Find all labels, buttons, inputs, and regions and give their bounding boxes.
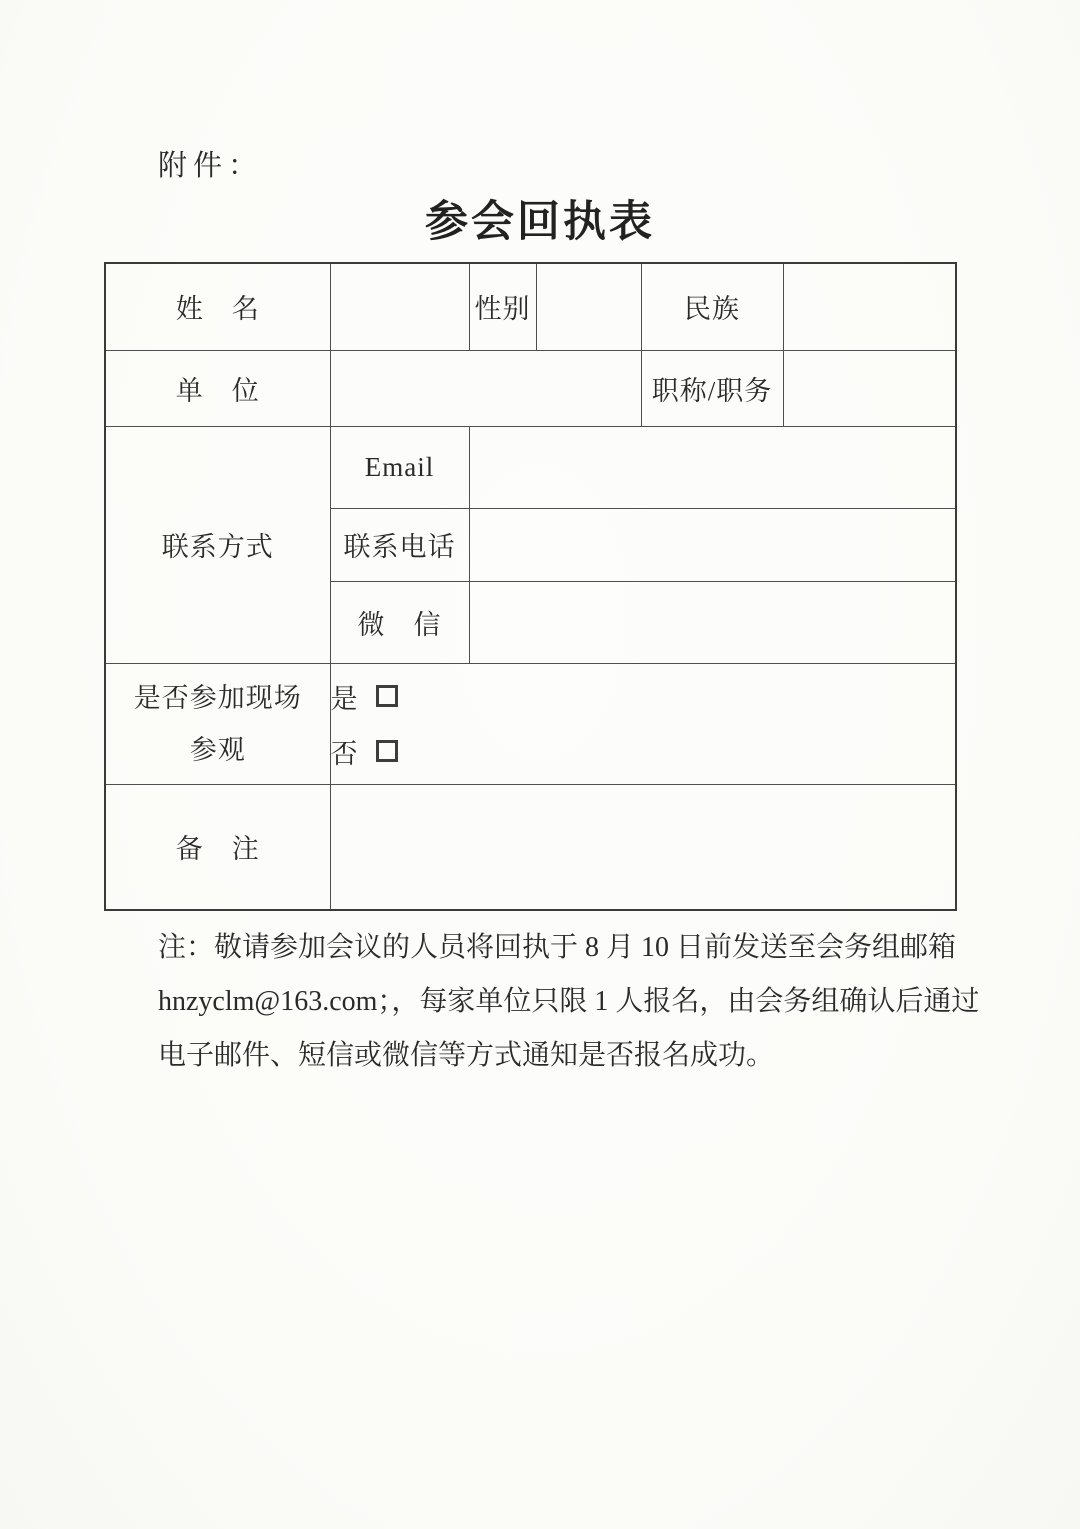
site-visit-label-line1: 是否参加现场 — [133, 682, 302, 713]
contact-label: 联系方式 — [105, 426, 330, 663]
footnote — [158, 921, 980, 1083]
remarks-label: 备 注 — [105, 784, 330, 910]
page-title: 参会回执表 — [425, 199, 655, 246]
phone-label: 联系电话 — [330, 508, 469, 581]
row-remarks — [105, 784, 956, 910]
name-value-cell — [330, 263, 469, 350]
email-label: Email — [330, 426, 469, 508]
remarks-value-cell — [330, 784, 956, 910]
gender-value-cell — [536, 263, 641, 350]
yes-checkbox — [376, 685, 398, 707]
site-visit-options-cell — [330, 663, 956, 784]
row-email — [105, 426, 956, 508]
row-organization — [105, 350, 956, 426]
no-label: 否 — [330, 738, 358, 769]
site-visit-label-line2: 参观 — [189, 734, 246, 765]
position-value-cell — [783, 350, 956, 426]
ethnicity-label: 民族 — [641, 263, 783, 350]
site-visit-option-yes — [331, 669, 956, 724]
wechat-value-cell — [469, 581, 956, 663]
footnote-line-1: 注：敬请参加会议的人员将回执于 8 月 10 日前发送至会务组邮箱 — [158, 932, 957, 963]
no-checkbox — [376, 740, 398, 762]
site-visit-option-no — [331, 724, 956, 779]
organization-value-cell — [330, 350, 641, 426]
gender-label: 性别 — [469, 263, 536, 350]
email-value-cell — [469, 426, 956, 508]
organization-label: 单 位 — [105, 350, 330, 426]
site-visit-label — [105, 663, 330, 784]
reply-form-table — [104, 262, 957, 911]
wechat-label: 微 信 — [330, 581, 469, 663]
ethnicity-value-cell — [783, 263, 956, 350]
yes-label: 是 — [330, 683, 358, 714]
footnote-line-3: 电子邮件、短信或微信等方式通知是否报名成功。 — [158, 1040, 775, 1071]
attachment-label: 附件： — [158, 150, 264, 182]
row-name — [105, 263, 956, 350]
position-label: 职称/职务 — [641, 350, 783, 426]
footnote-line-2: hnzyclm@163.com；，每家单位只限 1 人报名，由会务组确认后通过 — [158, 986, 980, 1017]
phone-value-cell — [469, 508, 956, 581]
name-label: 姓 名 — [105, 263, 330, 350]
row-site-visit — [105, 663, 956, 784]
